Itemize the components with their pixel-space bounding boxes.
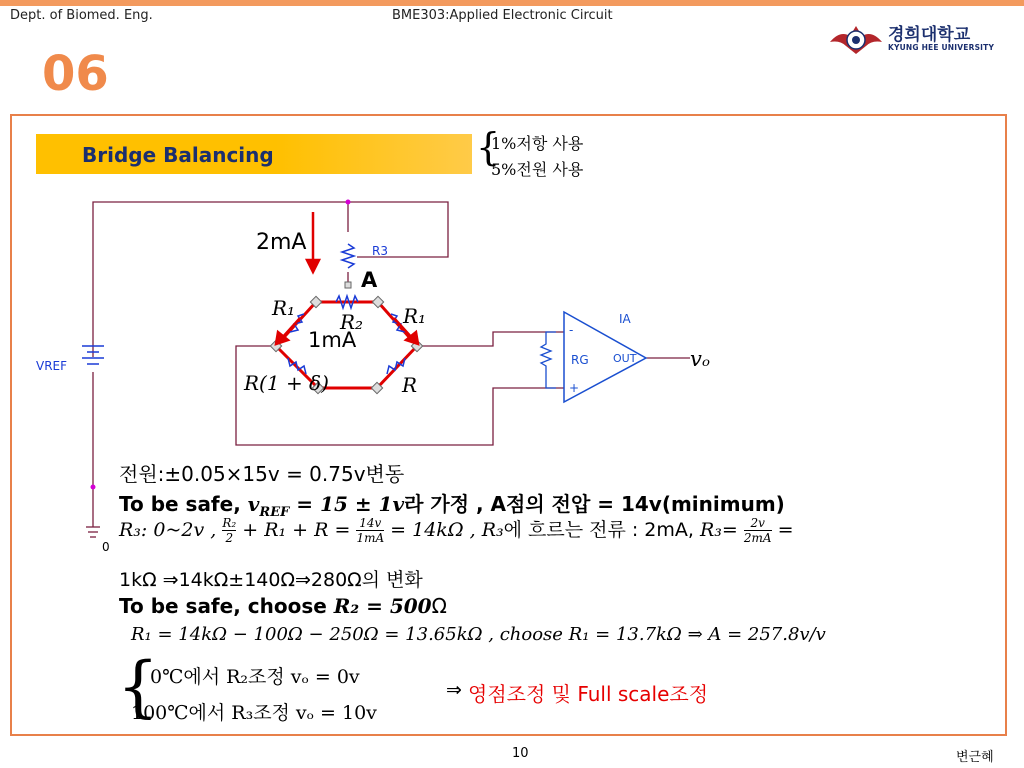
current-top-label: 2mA bbox=[256, 230, 307, 255]
r-delta-label: R(1 + δ) bbox=[244, 371, 329, 395]
out-label: OUT bbox=[613, 352, 637, 365]
current-branch-label: 1mA bbox=[308, 328, 357, 352]
body-line-assume: To be safe, $v_{REF} = 15 \pm 1v$라 가정 , A점의 전압 = 14v(minimum) bbox=[119, 492, 785, 520]
junction-dot bbox=[91, 485, 96, 490]
page-number: 10 bbox=[512, 746, 529, 761]
calibration-note: 영점조정 및 Full scale조정 bbox=[468, 682, 709, 706]
dept-label: Dept. of Biomed. Eng. bbox=[10, 8, 153, 23]
logo-text: 경희대학교 bbox=[888, 25, 971, 45]
r-bottom-label: R bbox=[402, 373, 418, 397]
r1-left-label: R₁ bbox=[272, 296, 296, 320]
notes-brace: { bbox=[476, 125, 501, 169]
junction-dot bbox=[346, 200, 351, 205]
rg-resistor bbox=[541, 332, 556, 388]
ia-plus-label: + bbox=[569, 381, 580, 395]
body-line-variation: 1kΩ ⇒14kΩ±140Ω⇒280Ω의 변화 bbox=[119, 569, 423, 591]
r1-right-label: R₁ bbox=[403, 304, 427, 328]
vo-label: vₒ bbox=[690, 347, 710, 371]
body-line-r3-calc: R₃: 0~2v , $\frac{\text{R₂}}{2}$ + R₁ + R = $\frac{14v}{1mA}$ = 14kΩ , R₃에 흐르는 전류 : 2mA, R₃= $\frac{2v}{2mA}$ = bbox=[119, 516, 794, 545]
r2-label: R₂ bbox=[340, 310, 364, 334]
note-supply: 5%전원 사용 bbox=[491, 160, 584, 179]
r3-label: R3 bbox=[372, 244, 388, 258]
course-label: BME303:Applied Electronic Circuit bbox=[392, 8, 613, 23]
vref-label: VREF bbox=[36, 359, 68, 373]
body-line-zero-adjust: 0℃에서 R₂조정 vₒ = 0v bbox=[150, 666, 360, 688]
note-resistor: 1%저항 사용 bbox=[491, 134, 584, 153]
ia-label: IA bbox=[619, 312, 631, 326]
slide-number: 06 bbox=[42, 46, 109, 102]
body-line-fullscale-adjust: 100℃에서 R₃조정 vₒ = 10v bbox=[131, 702, 377, 724]
ground-label: 0 bbox=[102, 540, 110, 554]
logo-subtext: KYUNG HEE UNIVERSITY bbox=[888, 43, 995, 52]
body-line-choose-r2: To be safe, choose R₂ = 500Ω bbox=[119, 594, 447, 618]
ia-minus-label: - bbox=[569, 323, 574, 337]
node-a-label: A bbox=[361, 268, 378, 292]
r3-resistor bbox=[342, 244, 354, 268]
slide-title: Bridge Balancing bbox=[82, 143, 274, 167]
calibration-brace: { bbox=[117, 648, 159, 725]
body-line-r1-calc: R₁ = 14kΩ − 100Ω − 250Ω = 13.65kΩ , choose R₁ = 13.7kΩ ⇒ A = 257.8v/v bbox=[131, 624, 826, 645]
author-name: 변근혜 bbox=[956, 750, 994, 765]
implies-arrow: ⇒ bbox=[446, 679, 462, 701]
rg-label: RG bbox=[571, 353, 589, 367]
body-line-supply: 전원:±0.05×15v = 0.75v변동 bbox=[119, 462, 405, 486]
